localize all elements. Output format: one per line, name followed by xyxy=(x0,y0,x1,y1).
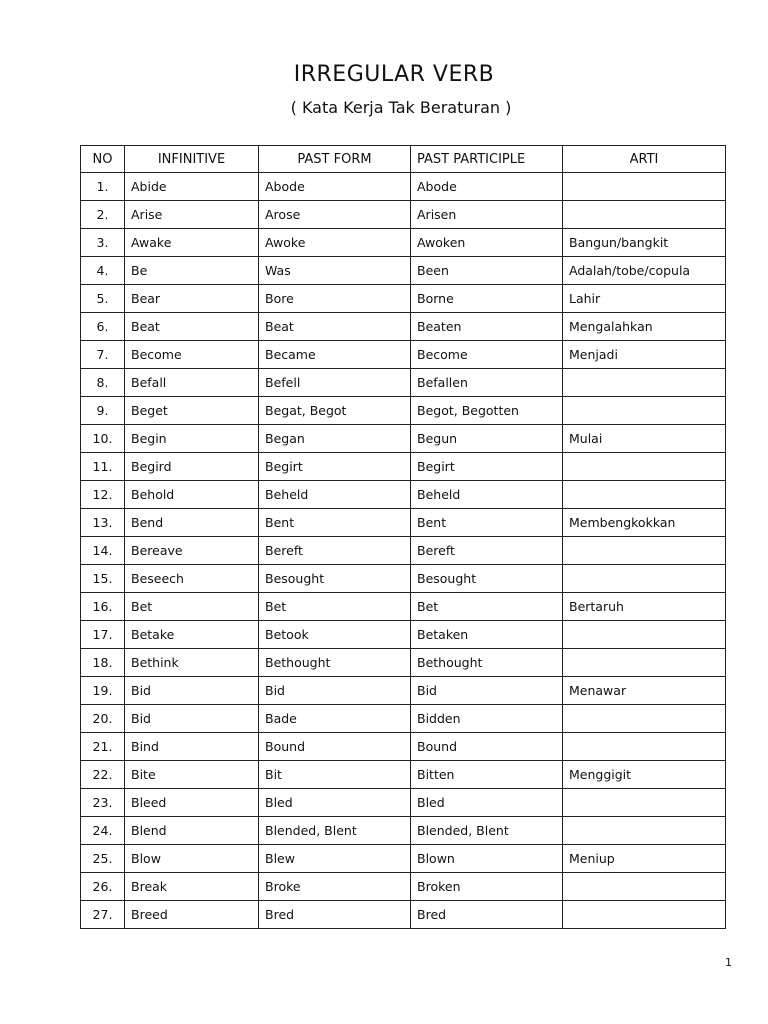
table-row xyxy=(81,341,726,369)
cell-past-form: Bent xyxy=(259,509,411,537)
cell-past-form: Befell xyxy=(259,369,411,397)
table-body xyxy=(81,173,726,929)
cell-past-participle: Become xyxy=(411,341,563,369)
cell-past-form: Besought xyxy=(259,565,411,593)
cell-infinitive: Be xyxy=(125,257,259,285)
cell-past-form: Bid xyxy=(259,677,411,705)
cell-past-participle: Bet xyxy=(411,593,563,621)
cell-infinitive: Become xyxy=(125,341,259,369)
irregular-verb-table xyxy=(80,145,726,929)
table-row xyxy=(81,285,726,313)
cell-past-form: Beat xyxy=(259,313,411,341)
table-row xyxy=(81,425,726,453)
cell-past-form: Bit xyxy=(259,761,411,789)
cell-past-form: Bore xyxy=(259,285,411,313)
cell-arti xyxy=(563,369,726,397)
cell-past-form: Began xyxy=(259,425,411,453)
cell-arti xyxy=(563,901,726,929)
table-row xyxy=(81,649,726,677)
cell-past-participle: Been xyxy=(411,257,563,285)
cell-no: 24. xyxy=(81,817,125,845)
cell-no: 4. xyxy=(81,257,125,285)
cell-past-form: Blended, Blent xyxy=(259,817,411,845)
table-row xyxy=(81,537,726,565)
page-number: 1 xyxy=(725,956,732,969)
header-past-form: PAST FORM xyxy=(259,146,411,173)
cell-no: 17. xyxy=(81,621,125,649)
cell-arti xyxy=(563,173,726,201)
cell-past-form: Begirt xyxy=(259,453,411,481)
cell-arti xyxy=(563,565,726,593)
header-no: NO xyxy=(81,146,125,173)
cell-infinitive: Befall xyxy=(125,369,259,397)
cell-no: 2. xyxy=(81,201,125,229)
cell-no: 14. xyxy=(81,537,125,565)
cell-infinitive: Break xyxy=(125,873,259,901)
cell-past-participle: Awoken xyxy=(411,229,563,257)
cell-infinitive: Beget xyxy=(125,397,259,425)
cell-arti xyxy=(563,705,726,733)
table-row xyxy=(81,229,726,257)
cell-no: 21. xyxy=(81,733,125,761)
cell-past-form: Awoke xyxy=(259,229,411,257)
cell-infinitive: Arise xyxy=(125,201,259,229)
cell-arti xyxy=(563,201,726,229)
cell-arti xyxy=(563,649,726,677)
cell-past-participle: Befallen xyxy=(411,369,563,397)
cell-past-form: Became xyxy=(259,341,411,369)
cell-arti: Bangun/bangkit xyxy=(563,229,726,257)
cell-past-form: Bade xyxy=(259,705,411,733)
table-row xyxy=(81,789,726,817)
cell-no: 3. xyxy=(81,229,125,257)
cell-past-participle: Bitten xyxy=(411,761,563,789)
cell-past-participle: Arisen xyxy=(411,201,563,229)
cell-infinitive: Begird xyxy=(125,453,259,481)
cell-infinitive: Begin xyxy=(125,425,259,453)
cell-infinitive: Bite xyxy=(125,761,259,789)
cell-infinitive: Breed xyxy=(125,901,259,929)
cell-arti xyxy=(563,537,726,565)
table-row xyxy=(81,257,726,285)
cell-infinitive: Bleed xyxy=(125,789,259,817)
table-row xyxy=(81,481,726,509)
cell-past-participle: Begun xyxy=(411,425,563,453)
cell-past-participle: Begirt xyxy=(411,453,563,481)
cell-arti: Menjadi xyxy=(563,341,726,369)
cell-infinitive: Blow xyxy=(125,845,259,873)
cell-no: 26. xyxy=(81,873,125,901)
cell-past-participle: Blended, Blent xyxy=(411,817,563,845)
header-past-participle: PAST PARTICIPLE xyxy=(411,146,563,173)
page-subtitle: ( Kata Kerja Tak Beraturan ) xyxy=(290,98,512,117)
cell-past-participle: Abode xyxy=(411,173,563,201)
table-row xyxy=(81,565,726,593)
table-row xyxy=(81,733,726,761)
table-row xyxy=(81,173,726,201)
table-row xyxy=(81,705,726,733)
cell-past-form: Bethought xyxy=(259,649,411,677)
cell-infinitive: Beseech xyxy=(125,565,259,593)
cell-infinitive: Bear xyxy=(125,285,259,313)
cell-past-participle: Borne xyxy=(411,285,563,313)
cell-arti xyxy=(563,453,726,481)
cell-past-form: Bled xyxy=(259,789,411,817)
cell-infinitive: Bethink xyxy=(125,649,259,677)
table-row xyxy=(81,873,726,901)
cell-no: 22. xyxy=(81,761,125,789)
cell-infinitive: Abide xyxy=(125,173,259,201)
cell-arti: Adalah/tobe/copula xyxy=(563,257,726,285)
cell-arti: Meniup xyxy=(563,845,726,873)
cell-arti xyxy=(563,733,726,761)
cell-past-form: Bereft xyxy=(259,537,411,565)
cell-arti: Mulai xyxy=(563,425,726,453)
cell-no: 13. xyxy=(81,509,125,537)
cell-infinitive: Bend xyxy=(125,509,259,537)
table-row xyxy=(81,677,726,705)
cell-past-form: Beheld xyxy=(259,481,411,509)
cell-past-participle: Broken xyxy=(411,873,563,901)
cell-arti: Lahir xyxy=(563,285,726,313)
header-arti: ARTI xyxy=(563,146,726,173)
cell-infinitive: Awake xyxy=(125,229,259,257)
table-row xyxy=(81,509,726,537)
cell-past-participle: Blown xyxy=(411,845,563,873)
cell-past-participle: Bled xyxy=(411,789,563,817)
cell-past-participle: Bid xyxy=(411,677,563,705)
cell-infinitive: Bid xyxy=(125,705,259,733)
cell-past-form: Abode xyxy=(259,173,411,201)
cell-past-form: Broke xyxy=(259,873,411,901)
cell-no: 10. xyxy=(81,425,125,453)
cell-no: 15. xyxy=(81,565,125,593)
cell-past-participle: Bereft xyxy=(411,537,563,565)
cell-arti: Bertaruh xyxy=(563,593,726,621)
cell-infinitive: Bereave xyxy=(125,537,259,565)
cell-no: 9. xyxy=(81,397,125,425)
table-row xyxy=(81,845,726,873)
cell-past-form: Blew xyxy=(259,845,411,873)
header-infinitive: INFINITIVE xyxy=(125,146,259,173)
cell-no: 7. xyxy=(81,341,125,369)
cell-no: 20. xyxy=(81,705,125,733)
cell-past-form: Arose xyxy=(259,201,411,229)
cell-arti: Menawar xyxy=(563,677,726,705)
table-header-row xyxy=(81,146,726,173)
cell-arti: Mengalahkan xyxy=(563,313,726,341)
table-row xyxy=(81,817,726,845)
cell-no: 18. xyxy=(81,649,125,677)
cell-arti: Membengkokkan xyxy=(563,509,726,537)
cell-no: 27. xyxy=(81,901,125,929)
cell-past-participle: Betaken xyxy=(411,621,563,649)
cell-past-participle: Beheld xyxy=(411,481,563,509)
cell-no: 8. xyxy=(81,369,125,397)
cell-arti xyxy=(563,397,726,425)
cell-past-form: Bet xyxy=(259,593,411,621)
cell-past-form: Bound xyxy=(259,733,411,761)
cell-past-participle: Bidden xyxy=(411,705,563,733)
cell-infinitive: Betake xyxy=(125,621,259,649)
cell-past-participle: Bound xyxy=(411,733,563,761)
cell-infinitive: Bet xyxy=(125,593,259,621)
cell-past-form: Bred xyxy=(259,901,411,929)
cell-infinitive: Beat xyxy=(125,313,259,341)
cell-past-participle: Bred xyxy=(411,901,563,929)
table-row xyxy=(81,901,726,929)
cell-past-participle: Bent xyxy=(411,509,563,537)
table-row xyxy=(81,201,726,229)
cell-past-participle: Bethought xyxy=(411,649,563,677)
cell-no: 1. xyxy=(81,173,125,201)
cell-past-form: Begat, Begot xyxy=(259,397,411,425)
cell-no: 23. xyxy=(81,789,125,817)
table-row xyxy=(81,369,726,397)
cell-arti xyxy=(563,789,726,817)
cell-infinitive: Bind xyxy=(125,733,259,761)
cell-no: 12. xyxy=(81,481,125,509)
cell-past-participle: Begot, Begotten xyxy=(411,397,563,425)
cell-infinitive: Behold xyxy=(125,481,259,509)
cell-past-form: Was xyxy=(259,257,411,285)
cell-past-participle: Besought xyxy=(411,565,563,593)
cell-arti xyxy=(563,817,726,845)
table-row xyxy=(81,593,726,621)
table-row xyxy=(81,761,726,789)
cell-infinitive: Bid xyxy=(125,677,259,705)
cell-no: 5. xyxy=(81,285,125,313)
table-row xyxy=(81,621,726,649)
cell-no: 19. xyxy=(81,677,125,705)
cell-no: 16. xyxy=(81,593,125,621)
page-title: IRREGULAR VERB xyxy=(293,62,495,87)
cell-infinitive: Blend xyxy=(125,817,259,845)
cell-no: 25. xyxy=(81,845,125,873)
table-row xyxy=(81,313,726,341)
cell-no: 6. xyxy=(81,313,125,341)
cell-arti xyxy=(563,481,726,509)
cell-arti: Menggigit xyxy=(563,761,726,789)
cell-past-form: Betook xyxy=(259,621,411,649)
cell-no: 11. xyxy=(81,453,125,481)
table-row xyxy=(81,397,726,425)
table-row xyxy=(81,453,726,481)
cell-past-participle: Beaten xyxy=(411,313,563,341)
cell-arti xyxy=(563,873,726,901)
cell-arti xyxy=(563,621,726,649)
